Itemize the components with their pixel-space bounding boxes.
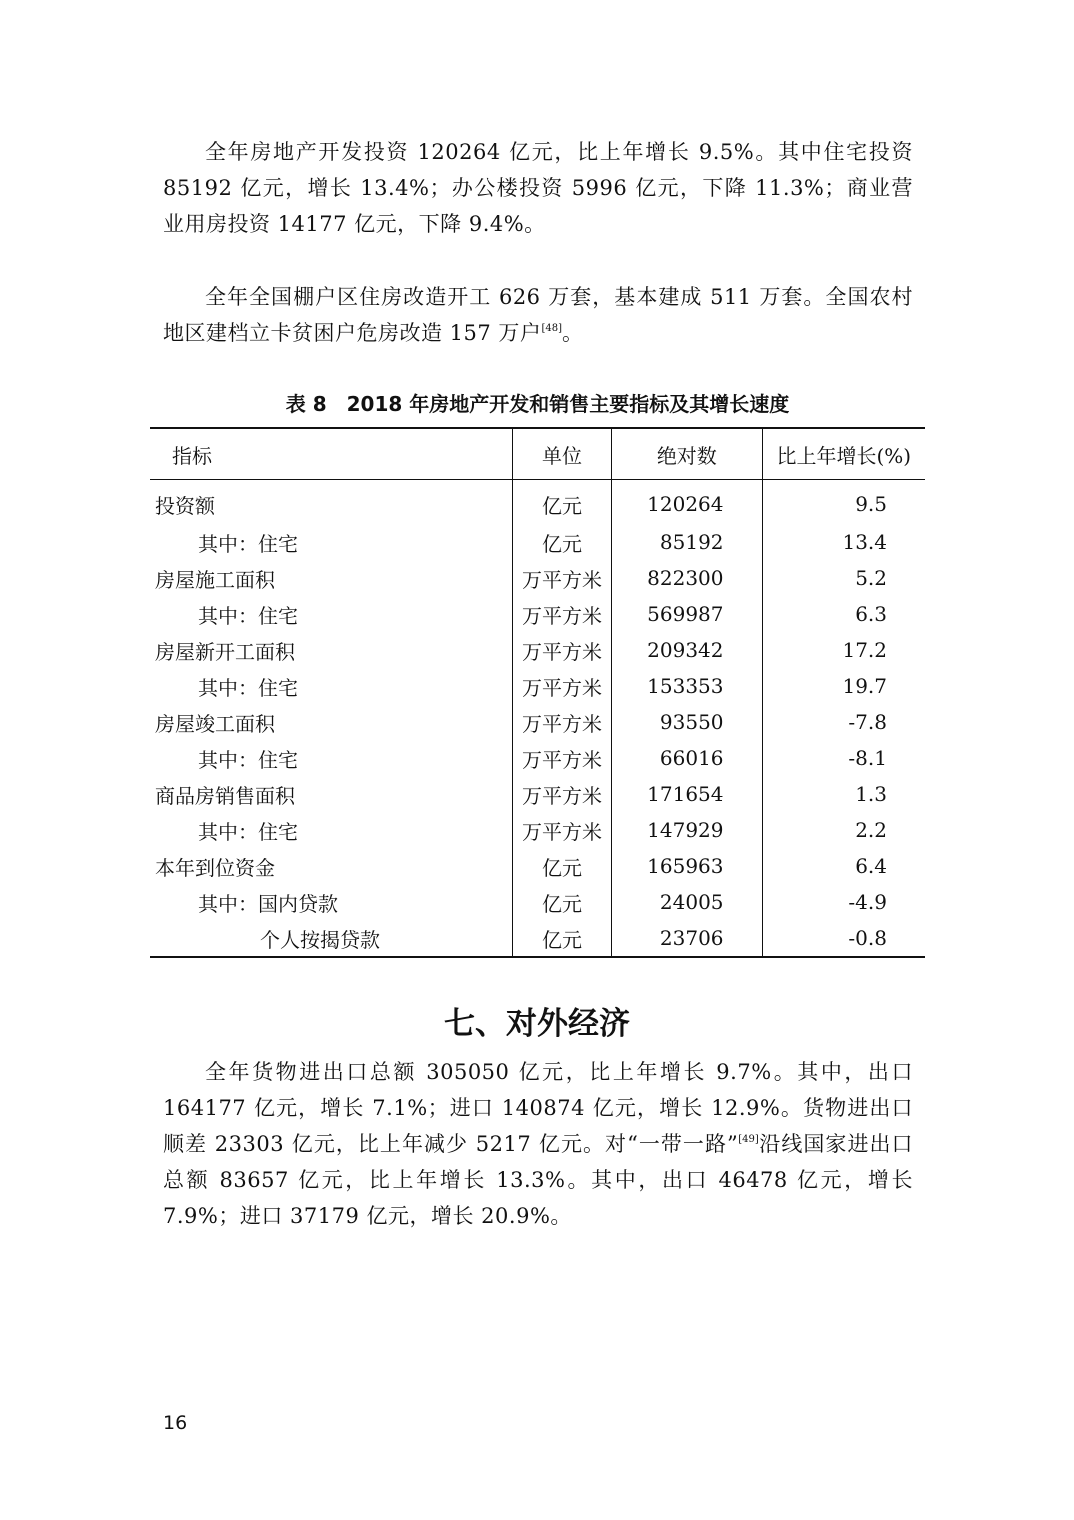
cell-absolute: 153353 [612, 668, 762, 704]
paragraph-text: 全年全国棚户区住房改造开工 626 万套，基本建成 511 万套。全国农村地区建档立卡贫困户危房改造 157 万户 [163, 285, 913, 345]
cell-unit: 万平方米 [512, 812, 611, 848]
cell-indicator: 其中：住宅 [198, 747, 298, 772]
cell-absolute: 23706 [612, 920, 762, 957]
cell-unit: 亿元 [512, 480, 611, 525]
cell-absolute: 147929 [612, 812, 762, 848]
cell-indicator: 房屋竣工面积 [155, 711, 275, 736]
header-growth: 比上年增长(%) [762, 428, 925, 480]
cell-absolute: 120264 [612, 480, 762, 525]
cell-indicator: 本年到位资金 [155, 855, 275, 880]
cell-indicator: 其中：住宅 [198, 603, 298, 628]
table-row [150, 668, 925, 704]
cell-indicator: 其中：住宅 [198, 819, 298, 844]
cell-unit: 亿元 [512, 884, 611, 920]
table-row [150, 776, 925, 812]
section-heading: 七、对外经济 [444, 1006, 630, 1042]
paragraph-real-estate-investment: 全年房地产开发投资 120264 亿元，比上年增长 9.5%。其中住宅投资 85192 亿元，增长 13.4%；办公楼投资 5996 亿元，下降 11.3%；商业营业用房投资 14177 亿元，下降 9.4%。 [163, 140, 913, 236]
cell-indicator: 房屋新开工面积 [155, 639, 295, 664]
cell-growth: 9.5 [762, 480, 925, 525]
header-indicator: 指标 [150, 428, 512, 480]
cell-growth: 13.4 [762, 524, 925, 560]
cell-unit: 亿元 [512, 524, 611, 560]
cell-absolute: 85192 [612, 524, 762, 560]
cell-absolute: 24005 [612, 884, 762, 920]
table-header-row [150, 428, 925, 480]
table-row [150, 920, 925, 957]
cell-unit: 万平方米 [512, 632, 611, 668]
cell-indicator: 其中：住宅 [198, 531, 298, 556]
real-estate-table [150, 427, 925, 958]
table-row [150, 596, 925, 632]
cell-indicator: 投资额 [155, 493, 215, 518]
cell-unit: 万平方米 [512, 596, 611, 632]
page-number: 16 [163, 1412, 188, 1434]
cell-indicator: 其中：住宅 [198, 675, 298, 700]
table-title: 表 8 2018 年房地产开发和销售主要指标及其增长速度 [285, 392, 790, 416]
cell-indicator: 房屋施工面积 [155, 567, 275, 592]
cell-growth: 19.7 [762, 668, 925, 704]
cell-growth: 17.2 [762, 632, 925, 668]
cell-growth: 6.4 [762, 848, 925, 884]
cell-unit: 万平方米 [512, 668, 611, 704]
cell-growth: 1.3 [762, 776, 925, 812]
cell-indicator: 其中：国内贷款 [198, 891, 338, 916]
cell-unit: 亿元 [512, 848, 611, 884]
cell-unit: 万平方米 [512, 704, 611, 740]
footnote-ref[interactable]: [48] [541, 323, 562, 334]
table-row [150, 524, 925, 560]
cell-growth: -4.9 [762, 884, 925, 920]
cell-growth: -0.8 [762, 920, 925, 957]
cell-growth: 2.2 [762, 812, 925, 848]
table-row [150, 740, 925, 776]
table-row [150, 704, 925, 740]
cell-growth: -7.8 [762, 704, 925, 740]
table-row [150, 560, 925, 596]
cell-unit: 万平方米 [512, 560, 611, 596]
cell-growth: 5.2 [762, 560, 925, 596]
cell-unit: 万平方米 [512, 740, 611, 776]
paragraph-text-continued: 沿线国家进出口总额 83657 亿元，比上年增长 13.3%。其中，出口 46478 亿元，增长 7.9%；进口 37179 亿元，增长 20.9%。 [163, 1132, 914, 1228]
paragraph-text: 全年货物进出口总额 305050 亿元，比上年增长 9.7%。其中，出口 164177 亿元，增长 7.1%；进口 140874 亿元，增长 12.9%。货物进出口顺差 23303 亿元，比上年减少 5217 亿元。对“一带一路” [163, 1060, 913, 1156]
table-row [150, 848, 925, 884]
header-unit: 单位 [512, 428, 611, 480]
cell-growth: 6.3 [762, 596, 925, 632]
cell-absolute: 165963 [612, 848, 762, 884]
cell-growth: -8.1 [762, 740, 925, 776]
footnote-ref[interactable]: [49] [738, 1134, 759, 1145]
table-row [150, 812, 925, 848]
table-row [150, 884, 925, 920]
cell-absolute: 822300 [612, 560, 762, 596]
header-absolute: 绝对数 [612, 428, 762, 480]
cell-indicator: 商品房销售面积 [155, 783, 295, 808]
cell-unit: 亿元 [512, 920, 611, 957]
table-row [150, 632, 925, 668]
cell-absolute: 209342 [612, 632, 762, 668]
cell-unit: 万平方米 [512, 776, 611, 812]
paragraph-foreign-trade [163, 1054, 913, 1234]
paragraph-housing-renovation [163, 279, 913, 351]
table-row [150, 480, 925, 525]
cell-absolute: 93550 [612, 704, 762, 740]
cell-indicator: 个人按揭贷款 [260, 927, 380, 952]
cell-absolute: 66016 [612, 740, 762, 776]
cell-absolute: 171654 [612, 776, 762, 812]
paragraph-end: 。 [561, 321, 584, 345]
cell-absolute: 569987 [612, 596, 762, 632]
